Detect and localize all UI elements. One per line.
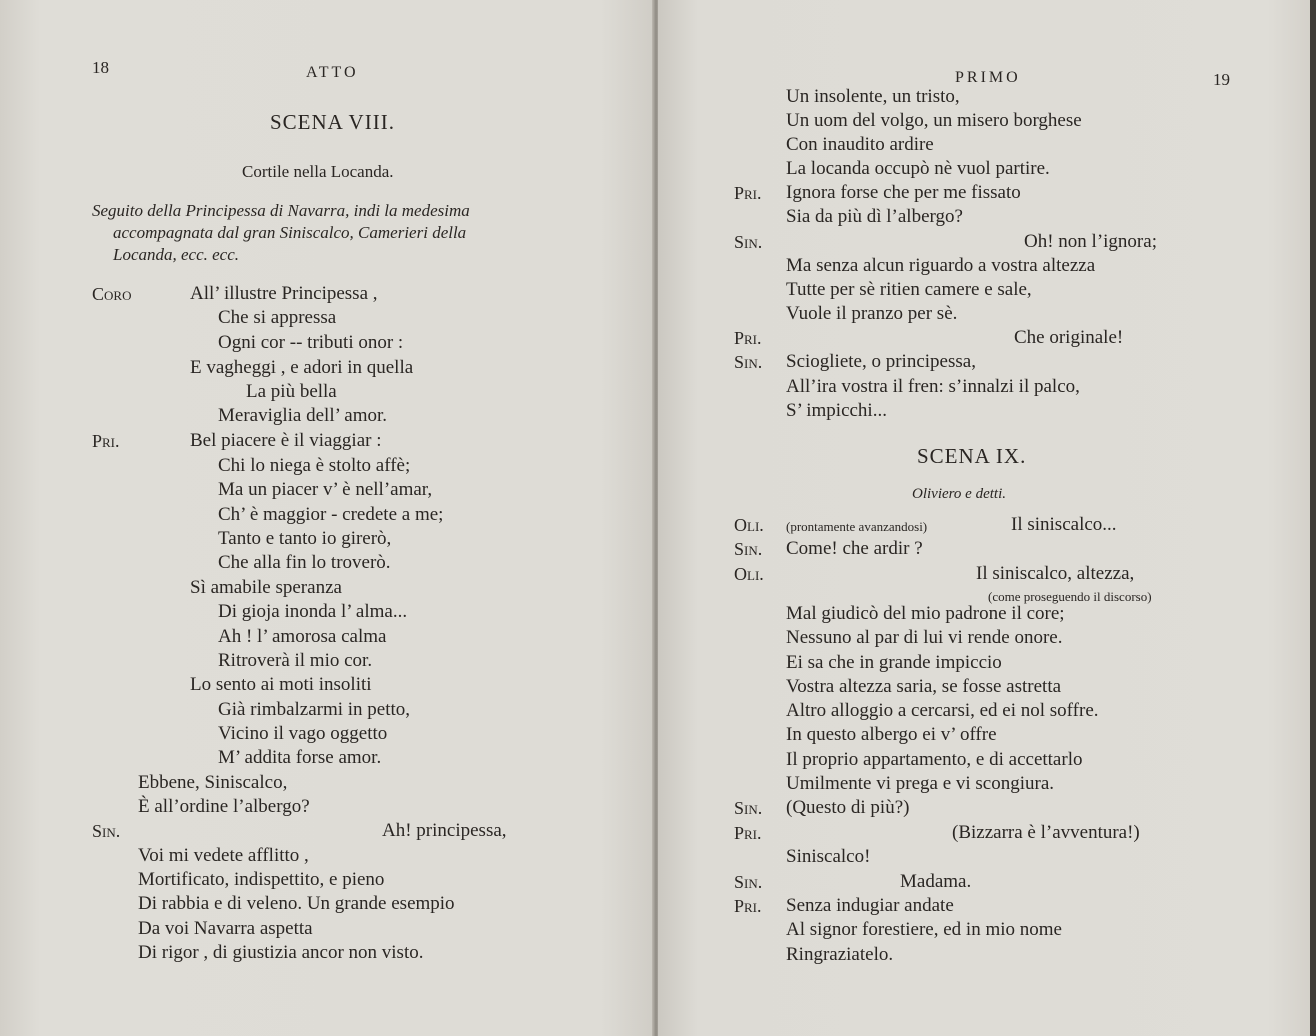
verse-line: Ah ! l’ amorosa calma: [218, 626, 387, 647]
verse-line: (Bizzarra è l’avventura!): [952, 822, 1140, 843]
verse-line: Umilmente vi prega e vi scongiura.: [786, 773, 1055, 794]
speaker-coro: Coro: [92, 284, 132, 304]
speaker-pri: Pri.: [734, 183, 762, 203]
verse-line: La locanda occupò nè vuol partire.: [786, 158, 1050, 179]
verse-line: All’ira vostra il fren: s’innalzi il palco,: [786, 376, 1080, 397]
verse-line: Il siniscalco, altezza,: [976, 563, 1135, 584]
verse-line: Di rabbia e di veleno. Un grande esempio: [138, 893, 455, 914]
verse-line: Meraviglia dell’ amor.: [218, 405, 388, 426]
verse-line: Al signor forestiere, ed in mio nome: [786, 919, 1062, 940]
verse-line: Vostra altezza saria, se fosse astretta: [786, 676, 1062, 697]
speaker-pri: Pri.: [734, 823, 762, 843]
verse-line: Nessuno al par di lui vi rende onore.: [786, 627, 1063, 648]
page-number-right: 19: [1213, 70, 1230, 89]
verse-line: Tutte per sè ritien camere e sale,: [786, 279, 1032, 300]
setting-line: Cortile nella Locanda.: [242, 162, 394, 181]
verse-line: Mortificato, indispettito, e pieno: [138, 869, 385, 890]
verse-line: È all’ordine l’albergo?: [138, 796, 310, 817]
verse-line: Già rimbalzarmi in petto,: [218, 699, 411, 720]
verse-line: Oh! non l’ignora;: [1024, 231, 1157, 252]
speaker-oli: Oli.: [734, 515, 764, 535]
scene-title-viii: SCENA VIII.: [270, 110, 395, 134]
verse-line: Un insolente, un tristo,: [786, 86, 960, 107]
stage-direction-aside: (prontamente avanzandosi): [786, 519, 928, 534]
book-edge: [1310, 0, 1316, 1036]
verse-line: E vagheggi , e adori in quella: [190, 357, 414, 378]
verse-line: Vicino il vago oggetto: [218, 723, 388, 744]
verse-line: Ch’ è maggior - credete a me;: [218, 504, 444, 525]
scene-characters: Oliviero e detti.: [912, 486, 1006, 502]
verse-line: Senza indugiar andate: [786, 895, 954, 916]
verse-line: Di gioja inonda l’ alma...: [218, 601, 408, 622]
verse-line: Tanto e tanto io girerò,: [218, 528, 392, 549]
verse-line: Chi lo niega è stolto affè;: [218, 455, 411, 476]
left-page: [0, 0, 656, 1036]
stage-direction-1: Seguito della Principessa di Navarra, indi la medesima: [92, 201, 470, 220]
verse-line: All’ illustre Principessa ,: [190, 283, 378, 304]
verse-line: Ma un piacer v’ è nell’amar,: [218, 479, 433, 500]
verse-line: Sì amabile speranza: [190, 577, 342, 598]
verse-line: Il siniscalco...: [1011, 514, 1117, 535]
stage-direction-2: accompagnata dal gran Siniscalco, Camerieri della: [113, 223, 467, 242]
speaker-sin: Sin.: [734, 539, 763, 559]
verse-line: Come! che ardir ?: [786, 538, 923, 559]
speaker-pri: Pri.: [734, 328, 762, 348]
stage-direction-aside: (come proseguendo il discorso): [988, 589, 1152, 604]
verse-line: Che si appressa: [218, 307, 337, 328]
verse-line: Madama.: [900, 871, 972, 892]
verse-line: Altro alloggio a cercarsi, ed ei nol soffre.: [786, 700, 1099, 721]
verse-line: Che originale!: [1014, 327, 1124, 348]
verse-line: Ignora forse che per me fissato: [786, 182, 1021, 203]
speaker-sin: Sin.: [734, 232, 763, 252]
verse-line: Il proprio appartamento, e di accettarlo: [786, 749, 1083, 770]
verse-line: Lo sento ai moti insoliti: [190, 674, 372, 695]
right-page: [658, 0, 1310, 1036]
verse-line: Ah! principessa,: [382, 820, 507, 841]
speaker-sin: Sin.: [734, 798, 763, 818]
speaker-sin: Sin.: [734, 872, 763, 892]
verse-line: Un uom del volgo, un misero borghese: [786, 110, 1082, 131]
verse-line: M’ addita forse amor.: [218, 747, 382, 768]
verse-line: In questo albergo ei v’ offre: [786, 724, 997, 745]
verse-line: Mal giudicò del mio padrone il core;: [786, 603, 1065, 624]
verse-line: Che alla fin lo troverò.: [218, 552, 391, 573]
verse-line: Ogni cor -- tributi onor :: [218, 332, 404, 353]
verse-line: Ritroverà il mio cor.: [218, 650, 373, 671]
verse-line: Siniscalco!: [786, 846, 871, 867]
running-head-left: ATTO: [306, 64, 359, 81]
verse-line: Bel piacere è il viaggiar :: [190, 430, 382, 451]
speaker-pri: Pri.: [92, 431, 120, 451]
verse-line: Ringraziatelo.: [786, 944, 894, 965]
stage-direction-3: Locanda, ecc. ecc.: [113, 245, 240, 264]
verse-line: Sciogliete, o principessa,: [786, 351, 976, 372]
verse-line: Vuole il pranzo per sè.: [786, 303, 958, 324]
verse-line: Ma senza alcun riguardo a vostra altezza: [786, 255, 1096, 276]
running-head-right: PRIMO: [955, 69, 1021, 86]
speaker-pri: Pri.: [734, 896, 762, 916]
speaker-oli: Oli.: [734, 564, 764, 584]
verse-line: Ebbene, Siniscalco,: [138, 772, 288, 793]
verse-line: La più bella: [246, 381, 337, 402]
verse-line: Sia da più dì l’albergo?: [786, 206, 963, 227]
verse-line: Ei sa che in grande impiccio: [786, 652, 1002, 673]
verse-line: S’ impicchi...: [786, 400, 887, 421]
speaker-sin: Sin.: [734, 352, 763, 372]
speaker-sin: Sin.: [92, 821, 121, 841]
verse-line: (Questo di più?): [786, 797, 910, 818]
verse-line: Con inaudito ardire: [786, 134, 934, 155]
verse-line: Da voi Navarra aspetta: [138, 918, 313, 939]
page-number-left: 18: [92, 58, 109, 77]
verse-line: Voi mi vedete afflitto ,: [138, 845, 309, 866]
verse-line: Di rigor , di giustizia ancor non visto.: [138, 942, 424, 963]
scene-title-ix: SCENA IX.: [917, 444, 1027, 468]
